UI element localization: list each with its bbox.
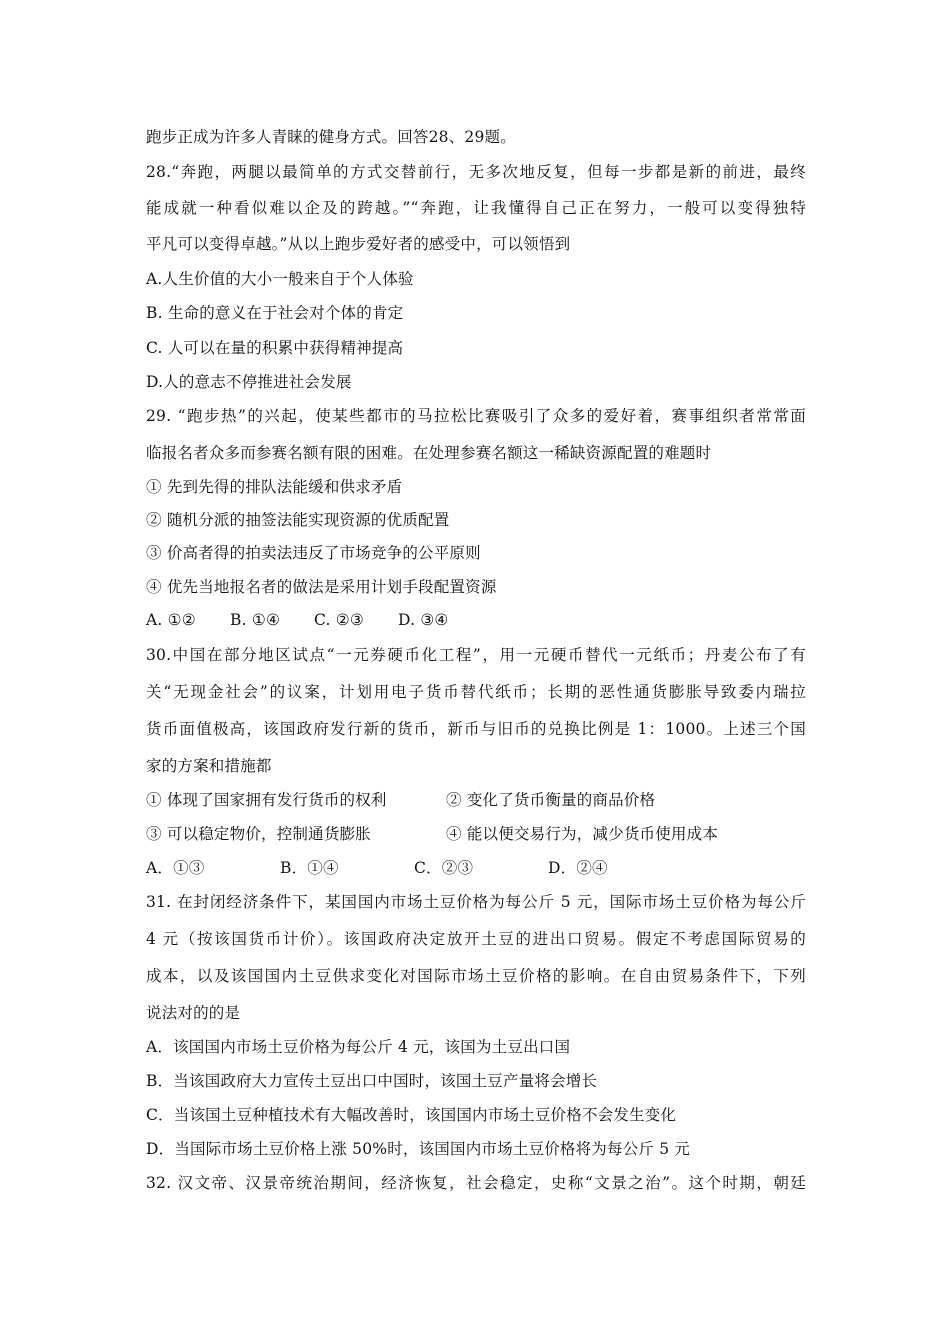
q30-choice-d: D．②④: [548, 859, 608, 877]
q30-statements-row-2: [146, 824, 718, 844]
q30-statement-3: ③ 可以稳定物价，控制通货膨胀: [146, 825, 371, 843]
q29-statement-1: ① 先到先得的排队法能缓和供求矛盾: [146, 478, 403, 496]
q31-stem-line-1: 31. 在封闭经济条件下，某国国内市场土豆价格为每公斤 5 元，国际市场土豆价格为每公斤: [146, 893, 806, 911]
intro-text: 跑步正成为许多人青睐的健身方式。回答28、29题。: [146, 128, 516, 146]
q32-stem-line-1: 32. 汉文帝、汉景帝统治期间，经济恢复，社会稳定，史称“文景之治”。这个时期，朝廷: [146, 1174, 806, 1192]
q28-stem-line-3: 平凡可以变得卓越。”从以上跑步爱好者的感受中，可以领悟到: [146, 235, 571, 253]
q30-choice-c: C．②③: [414, 859, 474, 877]
q29-choice-d: D. ③④: [398, 611, 449, 629]
q30-statements-row-1: [146, 790, 655, 810]
q30-stem-line-4: 家的方案和措施都: [146, 757, 272, 775]
q29-choice-c: C. ②③: [314, 611, 364, 629]
q31-option-a: A．该国国内市场土豆价格为每公斤 4 元，该国为土豆出口国: [146, 1038, 571, 1056]
q30-choices: [146, 858, 608, 878]
q28-option-c: C. 人可以在量的积累中获得精神提高: [146, 339, 404, 357]
q30-statement-2: ② 变化了货币衡量的商品价格: [446, 791, 656, 809]
q29-choice-b: B. ①④: [230, 611, 281, 629]
q30-choice-a: A．①③: [146, 859, 205, 877]
q31-option-b: B．当该国政府大力宣传土豆出口中国时，该国土豆产量将会增长: [146, 1072, 598, 1090]
q30-stem-line-2: 关“无现金社会”的议案，计划用电子货币替代纸币；长期的恶性通货膨胀导致委内瑞拉: [146, 683, 806, 701]
q29-statement-3: ③ 价高者得的拍卖法违反了市场竞争的公平原则: [146, 544, 481, 562]
q29-choice-a: A. ①②: [146, 611, 196, 629]
q29-stem-line-1: 29. “跑步热”的兴起，使某些都市的马拉松比赛吸引了众多的爱好着，赛事组织者常常面: [146, 407, 806, 425]
q28-stem-line-1: 28.“奔跑，两腿以最简单的方式交替前行，无多次地反复，但每一步都是新的前进，最终: [146, 163, 806, 181]
q31-stem-line-4: 说法对的的是: [146, 1004, 241, 1022]
q31-stem-line-2: 4 元（按该国货币计价）。该国政府决定放开土豆的进出口贸易。假定不考虑国际贸易的: [146, 930, 806, 948]
q31-option-d: D．当国际市场土豆价格上涨 50%时，该国国内市场土豆价格将为每公斤 5 元: [146, 1140, 691, 1158]
q30-stem-line-1: 30.中国在部分地区试点“一元券硬币化工程”，用一元硬币替代一元纸币；丹麦公布了有: [146, 646, 806, 664]
q29-statement-4: ④ 优先当地报名者的做法是采用计划手段配置资源: [146, 578, 497, 596]
q30-statement-4: ④ 能以便交易行为，减少货币使用成本: [446, 825, 719, 843]
q29-stem-line-2: 临报名者众多而参赛名额有限的困难。在处理参赛名额这一稀缺资源配置的难题时: [146, 444, 712, 462]
q30-stem-line-3: 货币面值极高，该国政府发行新的货币，新币与旧币的兑换比例是 1：1000。上述三个国: [146, 720, 806, 738]
q29-choices: [146, 610, 449, 630]
q28-option-a: A.人生价值的大小一般来自于个人体验: [146, 270, 414, 288]
q29-statement-2: ② 随机分派的抽签法能实现资源的优质配置: [146, 511, 450, 529]
q31-stem-line-3: 成本，以及该国国内土豆供求变化对国际市场土豆价格的影响。在自由贸易条件下，下列: [146, 967, 806, 985]
q28-option-b: B. 生命的意义在于社会对个体的肯定: [146, 304, 404, 322]
q31-option-c: C．当该国土豆种植技术有大幅改善时，该国国内市场土豆价格不会发生变化: [146, 1106, 677, 1124]
q28-option-d: D.人的意志不停推进社会发展: [146, 373, 352, 391]
q30-choice-b: B．①④: [280, 859, 339, 877]
q28-stem-line-2: 能成就一种看似难以企及的跨越。”“奔跑，让我懂得自己正在努力，一般可以变得独特: [146, 199, 806, 217]
q30-statement-1: ① 体现了国家拥有发行货币的权利: [146, 791, 387, 809]
